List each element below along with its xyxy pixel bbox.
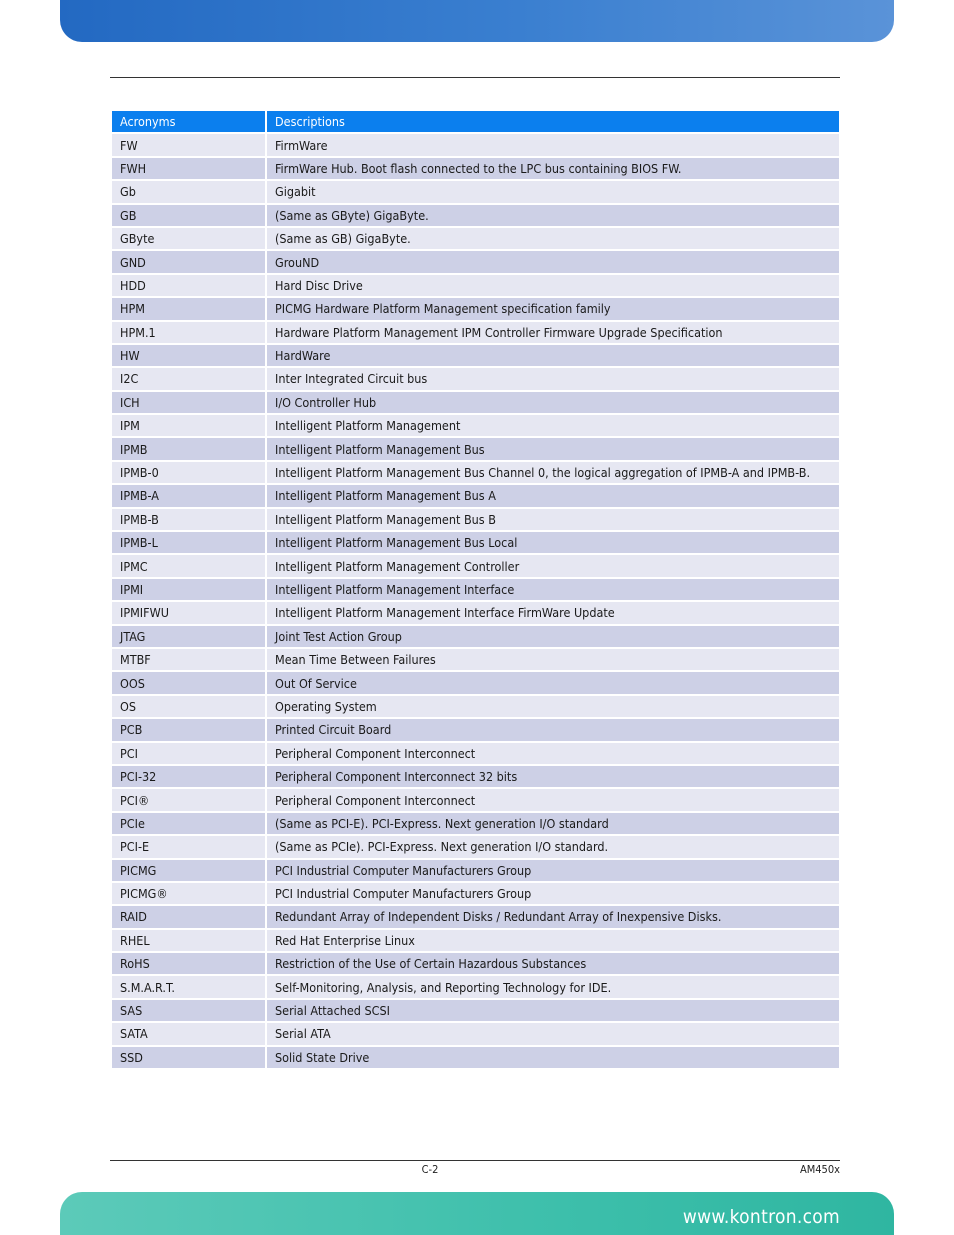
acronym-cell: MTBF [112,649,267,672]
acronym-cell: PCI-32 [112,766,267,789]
table-row [112,766,839,789]
acronym-cell: IPMIFWU [112,602,267,625]
footer-band [60,1192,894,1235]
table-header-row [112,111,839,134]
table-row [112,860,839,883]
description-cell: Intelligent Platform Management Interface [267,579,839,602]
acronym-cell: HDD [112,275,267,298]
acronym-cell: RAID [112,906,267,929]
acronym-cell: ICH [112,392,267,415]
description-cell: Printed Circuit Board [267,719,839,742]
table-row [112,836,839,859]
description-cell: Redundant Array of Independent Disks / Redundant Array of Inexpensive Disks. [267,906,839,929]
table-row [112,743,839,766]
table-row [112,1047,839,1070]
table-row [112,813,839,836]
description-cell: Mean Time Between Failures [267,649,839,672]
table-row [112,555,839,578]
description-cell: FirmWare Hub. Boot flash connected to the LPC bus containing BIOS FW. [267,158,839,181]
table-row [112,158,839,181]
description-cell: Operating System [267,696,839,719]
table-row [112,251,839,274]
acronym-cell: IPM [112,415,267,438]
acronym-cell: HPM.1 [112,322,267,345]
table-row [112,298,839,321]
description-cell: Serial Attached SCSI [267,1000,839,1023]
description-cell: Intelligent Platform Management Bus A [267,485,839,508]
description-cell: Intelligent Platform Management Interface FirmWare Update [267,602,839,625]
table-row [112,649,839,672]
table-row [112,602,839,625]
description-cell: Intelligent Platform Management Controller [267,555,839,578]
table-row [112,719,839,742]
description-cell: Out Of Service [267,672,839,695]
table-row [112,1023,839,1046]
description-cell: PCI Industrial Computer Manufacturers Group [267,860,839,883]
table-row [112,205,839,228]
table-row [112,438,839,461]
acronym-cell: RoHS [112,953,267,976]
table-body [112,134,839,1070]
acronym-cell: IPMB-L [112,532,267,555]
acronym-cell: PCI® [112,789,267,812]
table-row [112,509,839,532]
table-row [112,883,839,906]
description-cell: Restriction of the Use of Certain Hazardous Substances [267,953,839,976]
page-number: C-2 [421,1163,439,1176]
table-row [112,181,839,204]
description-cell: Solid State Drive [267,1047,839,1070]
acronym-cell: PCIe [112,813,267,836]
description-cell: Hard Disc Drive [267,275,839,298]
description-cell: PCI Industrial Computer Manufacturers Group [267,883,839,906]
acronym-cell: SAS [112,1000,267,1023]
acronym-cell: S.M.A.R.T. [112,976,267,999]
acronym-cell: GByte [112,228,267,251]
description-cell: Intelligent Platform Management Bus B [267,509,839,532]
acronym-cell: PCB [112,719,267,742]
acronym-cell: JTAG [112,626,267,649]
table-row [112,976,839,999]
description-cell: Inter Integrated Circuit bus [267,368,839,391]
acronym-cell: FWH [112,158,267,181]
table-row [112,275,839,298]
footer-divider [110,1160,840,1161]
table-row [112,322,839,345]
header-divider [110,77,840,78]
acronym-cell: FW [112,134,267,157]
table-row [112,134,839,157]
table-row [112,415,839,438]
website-link[interactable]: www.kontron.com [682,1206,840,1228]
description-cell: Hardware Platform Management IPM Controller Firmware Upgrade Specification [267,322,839,345]
table-row [112,228,839,251]
acronym-cell: HW [112,345,267,368]
acronym-cell: PCI [112,743,267,766]
description-cell: Joint Test Action Group [267,626,839,649]
table-row [112,368,839,391]
description-cell: Gigabit [267,181,839,204]
acronym-cell: PICMG® [112,883,267,906]
acronym-cell: GND [112,251,267,274]
acronym-cell: RHEL [112,930,267,953]
table-row [112,579,839,602]
description-cell: HardWare [267,345,839,368]
table-row [112,345,839,368]
acronym-cell: OS [112,696,267,719]
acronym-cell: SATA [112,1023,267,1046]
table-row [112,789,839,812]
table-row [112,532,839,555]
description-cell: Self-Monitoring, Analysis, and Reporting Technology for IDE. [267,976,839,999]
description-cell: GrouND [267,251,839,274]
description-cell: (Same as PCIe). PCI-Express. Next generation I/O standard. [267,836,839,859]
table-row [112,672,839,695]
acronym-cell: IPMC [112,555,267,578]
description-cell: FirmWare [267,134,839,157]
description-cell: Intelligent Platform Management Bus Local [267,532,839,555]
acronym-cell: IPMB [112,438,267,461]
column-header-acronyms: Acronyms [112,111,267,134]
acronym-cell: SSD [112,1047,267,1070]
acronym-cell: IPMI [112,579,267,602]
acronyms-table [112,111,839,1070]
acronym-cell: Gb [112,181,267,204]
acronym-cell: IPMB-B [112,509,267,532]
column-header-descriptions: Descriptions [267,111,839,134]
description-cell: I/O Controller Hub [267,392,839,415]
product-name: AM450x [799,1163,840,1176]
description-cell: Peripheral Component Interconnect [267,789,839,812]
description-cell: (Same as GByte) GigaByte. [267,205,839,228]
table-row [112,626,839,649]
acronym-cell: IPMB-A [112,485,267,508]
acronym-cell: I2C [112,368,267,391]
acronym-cell: GB [112,205,267,228]
description-cell: Intelligent Platform Management Bus Channel 0, the logical aggregation of IPMB-A and IPMB-B. [267,462,839,485]
description-cell: Serial ATA [267,1023,839,1046]
description-cell: (Same as GB) GigaByte. [267,228,839,251]
description-cell: Intelligent Platform Management [267,415,839,438]
acronym-cell: PICMG [112,860,267,883]
acronym-cell: HPM [112,298,267,321]
description-cell: Peripheral Component Interconnect [267,743,839,766]
table-row [112,696,839,719]
table-row [112,953,839,976]
table-row [112,485,839,508]
table-row [112,930,839,953]
description-cell: Intelligent Platform Management Bus [267,438,839,461]
table-row [112,1000,839,1023]
table-row [112,392,839,415]
acronym-cell: OOS [112,672,267,695]
table-row [112,462,839,485]
description-cell: Red Hat Enterprise Linux [267,930,839,953]
table-row [112,906,839,929]
header-band [60,0,894,42]
acronym-cell: IPMB-0 [112,462,267,485]
acronym-cell: PCI-E [112,836,267,859]
description-cell: PICMG Hardware Platform Management specification family [267,298,839,321]
description-cell: (Same as PCI-E). PCI-Express. Next generation I/O standard [267,813,839,836]
description-cell: Peripheral Component Interconnect 32 bits [267,766,839,789]
